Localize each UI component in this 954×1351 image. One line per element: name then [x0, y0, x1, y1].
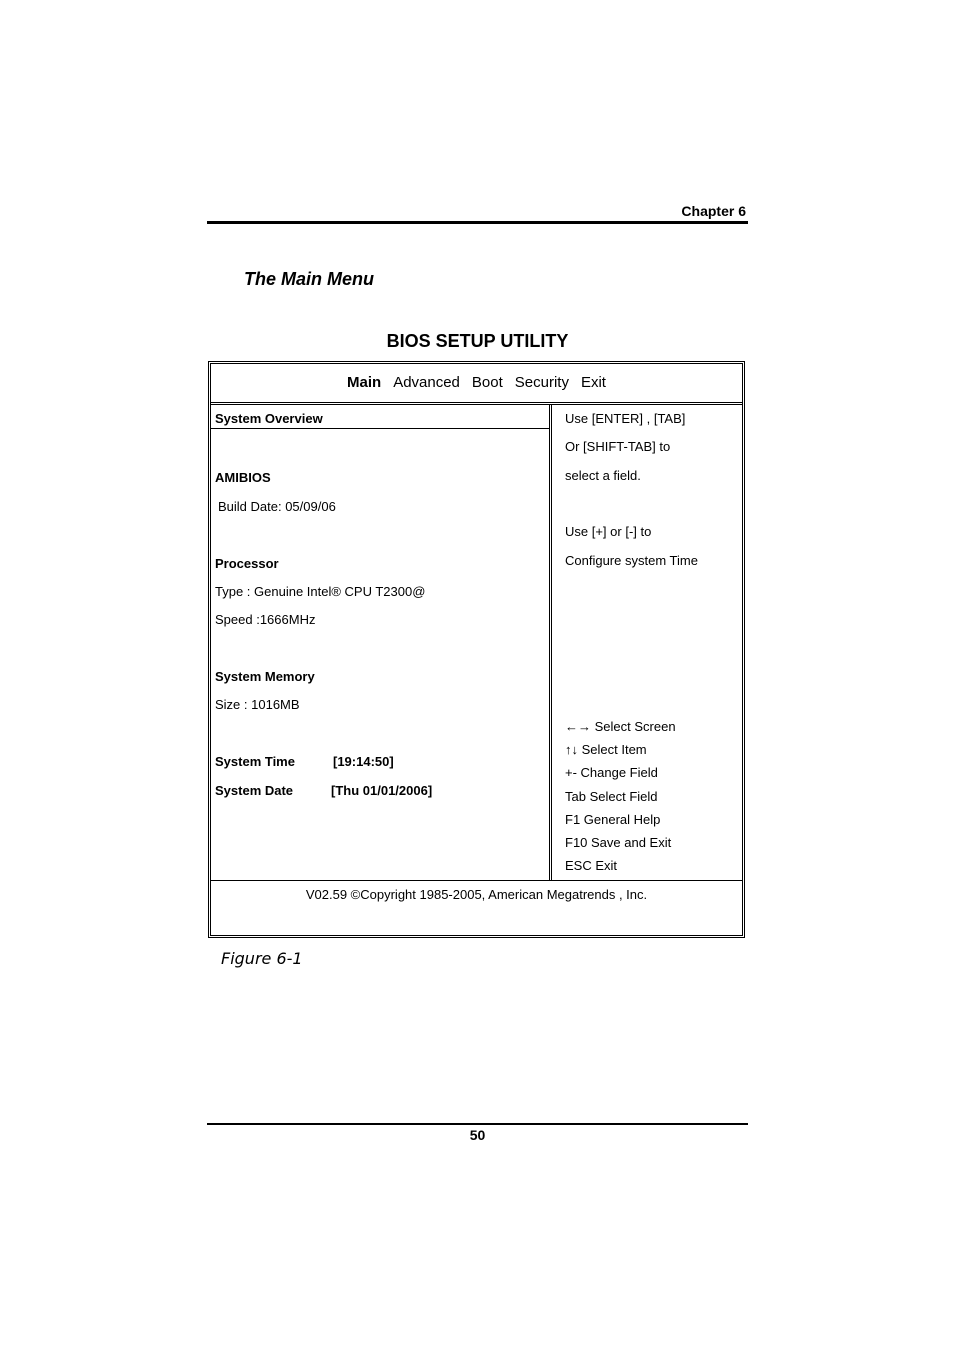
system-date-value[interactable]: [Thu 01/01/2006] — [331, 783, 433, 798]
processor-type: Type : Genuine Intel® CPU T2300@ — [215, 584, 426, 599]
page-number: 50 — [469, 1127, 486, 1143]
bios-menu-bar — [210, 363, 743, 403]
help-line-2: Or [SHIFT-TAB] to — [565, 439, 671, 454]
key-general-help: F1 General Help — [565, 812, 661, 827]
key-tab-select-field: Tab Select Field — [565, 789, 658, 804]
figure-caption: Figure 6-1 — [221, 949, 303, 968]
menu-tab-main[interactable]: Main — [347, 374, 382, 391]
menu-tab-advanced[interactable]: Advanced — [393, 374, 460, 391]
panel-divider-inner — [551, 405, 552, 881]
chapter-label: Chapter 6 — [681, 203, 746, 219]
copyright-text: V02.59 ©Copyright 1985-2005, American Megatrends , Inc. — [305, 887, 648, 902]
overview-heading: System Overview — [215, 411, 323, 426]
panel-divider — [549, 405, 550, 881]
top-rule — [207, 221, 748, 224]
key-select-screen: ←→ Select Screen — [565, 719, 676, 734]
processor-speed: Speed :1666MHz — [215, 612, 316, 627]
bios-title: BIOS SETUP UTILITY — [386, 331, 569, 351]
help-line-4: Use [+] or [-] to — [565, 524, 652, 539]
build-date: Build Date: 05/09/06 — [218, 499, 336, 514]
key-save-exit: F10 Save and Exit — [565, 835, 672, 850]
overview-rule — [210, 428, 549, 429]
memory-size: Size : 1016MB — [215, 697, 300, 712]
bottom-rule — [207, 1123, 748, 1125]
menu-tab-exit[interactable]: Exit — [580, 374, 606, 391]
system-time-value[interactable]: [19:14:50] — [333, 754, 394, 769]
help-line-3: select a field. — [565, 468, 641, 483]
system-time-label: System Time — [215, 754, 295, 769]
key-select-item: ↑↓ Select Item — [565, 742, 647, 757]
section-title: The Main Menu — [244, 269, 374, 289]
key-change-field: +- Change Field — [565, 765, 658, 780]
amibios-label: AMIBIOS — [215, 470, 271, 485]
help-line-5: Configure system Time — [565, 553, 698, 568]
processor-label: Processor — [215, 556, 279, 571]
menu-tab-boot[interactable]: Boot — [471, 374, 503, 391]
system-date-label: System Date — [215, 783, 294, 798]
menu-divider — [210, 404, 743, 405]
memory-label: System Memory — [215, 669, 315, 684]
footer-divider — [210, 880, 743, 881]
menu-tab-security[interactable]: Security — [514, 374, 569, 391]
help-line-1: Use [ENTER] , [TAB] — [565, 411, 686, 426]
key-esc-exit: ESC Exit — [565, 858, 618, 873]
